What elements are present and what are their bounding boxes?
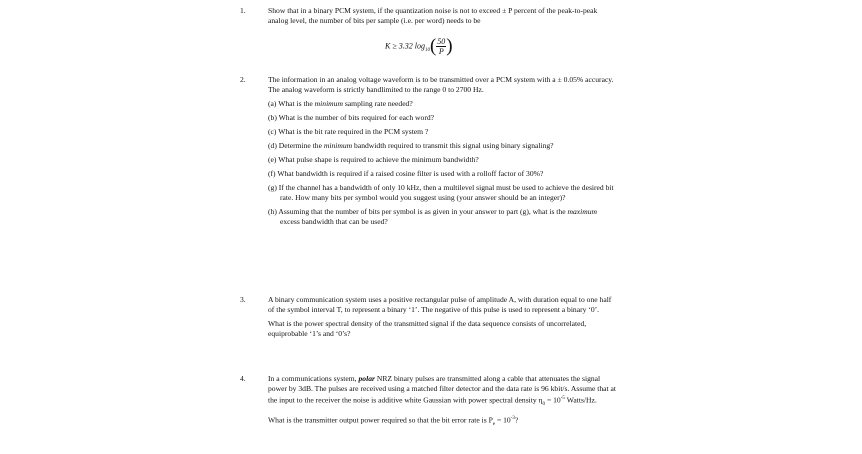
part-g: (g) If the channel has a bandwidth of only 10 kHz, then a multilevel signal must be used to achieve the desired bit rate. How many bits per symbol would you suggest using (your answer should be an integer)? [268,183,614,202]
question-paragraph-1 [268,374,616,410]
question-paragraph-1: A binary communication system uses a positive rectangular pulse of amplitude A, with duration equal to one half of the symbol interval T, to represent a binary ‘1’. The negative of this pulse is used to represent a binary ‘0’. [268,295,612,314]
part-a-text: (a) What is the [268,99,315,108]
paragraph-text-end: ? [514,415,519,425]
formula-log-base: 10 [424,47,430,53]
right-paren: ) [446,35,453,57]
formula-lhs: K ≥ 3.32 log [385,41,425,51]
part-d [268,141,616,151]
power-exponent: -3 [510,416,515,422]
left-paren: ( [429,35,437,57]
part-h [268,207,616,227]
paragraph-text-mid: NRZ binary pulses are transmitted along a cable that attenuates the signal power by 3dB. The pulses are received using a matched filter detector and the data rate is 96 kbit/s. Assume that at the input to the receiver the noise is additive white Gaussian with power spectral density η [268,374,617,405]
part-a-text-end: sampling rate needed? [342,99,413,108]
paragraph-text: What is the transmitter output power required so that the bit error rate is P [268,415,493,425]
fraction-numerator: 50 [437,37,446,46]
fraction-denominator: P [438,47,444,56]
question-number: 3. [240,295,246,304]
question-number: 4. [240,374,246,383]
question-body [268,295,616,339]
part-f: (f) What bandwidth is required if a raised cosine filter is used with a rolloff factor of 30%? [268,169,544,178]
paragraph-equals: = 10 [495,415,511,425]
question-paragraph-2 [268,414,616,430]
question-number: 2. [240,75,246,84]
part-a [268,99,616,109]
fraction [436,37,446,56]
question-intro: The information in an analog voltage waveform is to be transmitted over a PCM system with a ± 0.05% accuracy. The analog waveform is strictly bandlimited to the range 0 to 2700 Hz. [268,75,614,94]
paragraph-emphasis: polar [358,374,375,383]
part-d-text: (d) Determine the [268,141,324,150]
eta-subscript: 0 [542,402,546,408]
question-number: 1. [240,6,246,15]
part-e: (e) What pulse shape is required to achieve the minimum bandwidth? [268,155,479,164]
part-b: (b) What is the number of bits required for each word? [268,113,435,122]
paragraph-text-end: Watts/Hz. [564,395,597,405]
part-h-emphasis: maximum [567,207,598,216]
question-body [268,374,616,430]
paragraph-text: In a communications system, [268,374,359,383]
paragraph-equals: = 10 [545,395,561,405]
part-c: (c) What is the bit rate required in the PCM system ? [268,127,429,136]
pe-subscript: e [492,422,496,428]
question-body [268,6,616,26]
part-h-text: (h) Assuming that the number of bits per symbol is as given in your answer to part (g), what is the [268,207,568,216]
part-d-text-end: bandwidth required to transmit this signal using binary signaling? [352,141,554,150]
question-body [268,75,616,227]
part-h-text-end: excess bandwidth that can be used? [280,217,388,226]
question-paragraph-2: What is the power spectral density of the transmitted signal if the data sequence consists of uncorrelated, equiprobable ‘1’s and ‘0’s? [268,319,587,338]
question-text: Show that in a binary PCM system, if the quantization noise is not to exceed ± P percent of the peak-to-peak analog level, the number of bits per sample (i.e. per word) needs to be [268,6,598,25]
power-exponent: -5 [560,396,565,401]
part-a-emphasis: minimum [314,99,343,108]
part-d-emphasis: minimum [323,141,353,150]
formula [385,37,453,56]
